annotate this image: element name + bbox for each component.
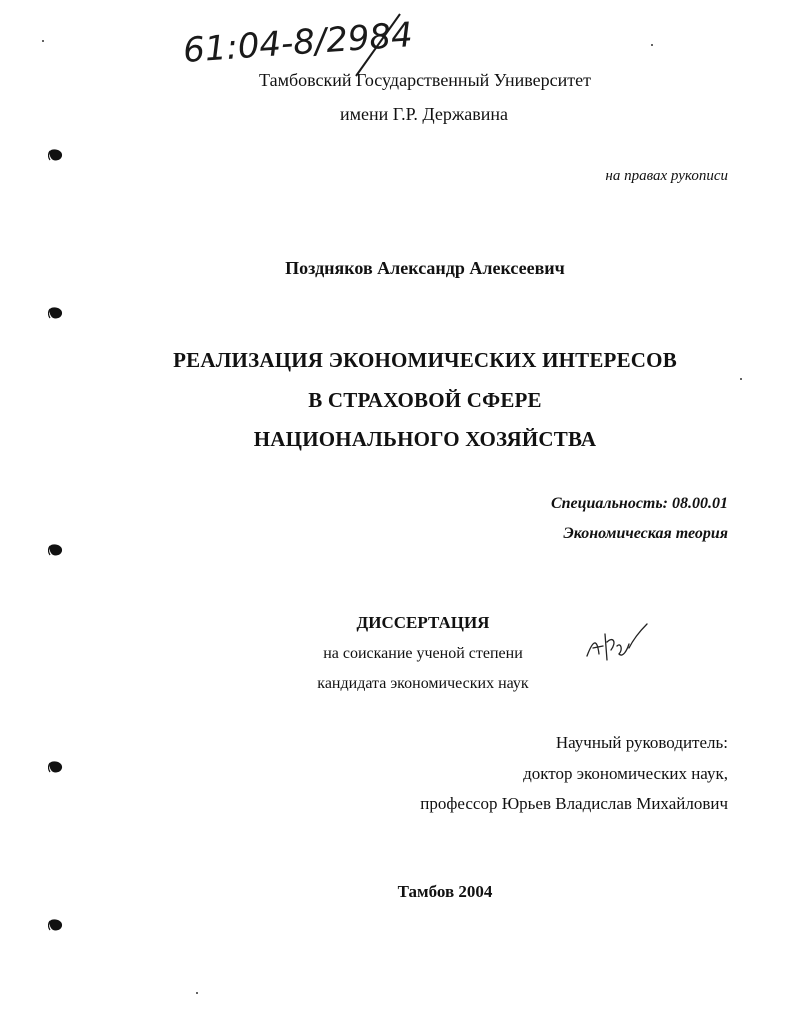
university-name-line2: имени Г.Р. Державина xyxy=(339,104,509,124)
city-year: Тамбов 2004 xyxy=(397,882,493,901)
scan-speck xyxy=(740,378,742,380)
title-line-2: В СТРАХОВОЙ СФЕРЕ xyxy=(308,388,542,412)
binding-hole-icon xyxy=(48,543,64,557)
supervisor-name: профессор Юрьев Владислав Михайлович xyxy=(420,794,728,813)
author-name: Поздняков Александр Алексеевич xyxy=(285,258,565,278)
binding-hole-icon xyxy=(48,918,64,932)
specialty-name: Экономическая теория xyxy=(563,525,728,542)
scan-speck xyxy=(651,44,653,46)
degree-line-1: на соискание ученой степени xyxy=(323,645,523,662)
scan-speck xyxy=(42,40,44,42)
title-line-3: НАЦИОНАЛЬНОГО ХОЗЯЙСТВА xyxy=(253,427,597,451)
degree-line-2: кандидата экономических наук xyxy=(317,675,529,692)
binding-hole-icon xyxy=(48,306,64,320)
signature-mark xyxy=(583,620,653,670)
scan-speck xyxy=(196,992,198,994)
supervisor-degree: доктор экономических наук, xyxy=(523,764,728,783)
specialty-code: Специальность: 08.00.01 xyxy=(550,495,728,512)
title-line-1: РЕАЛИЗАЦИЯ ЭКОНОМИЧЕСКИХ ИНТЕРЕСОВ xyxy=(173,348,677,372)
archive-number-text: 61:04-8/2984 xyxy=(181,15,414,71)
rights-note: на правах рукописи xyxy=(605,168,728,184)
university-name: Тамбовский Государственный Университет xyxy=(259,70,591,90)
binding-hole-icon xyxy=(48,760,64,774)
binding-hole-icon xyxy=(48,148,64,162)
dissertation-heading: ДИССЕРТАЦИЯ xyxy=(356,613,490,632)
supervisor-label: Научный руководитель: xyxy=(555,733,728,752)
